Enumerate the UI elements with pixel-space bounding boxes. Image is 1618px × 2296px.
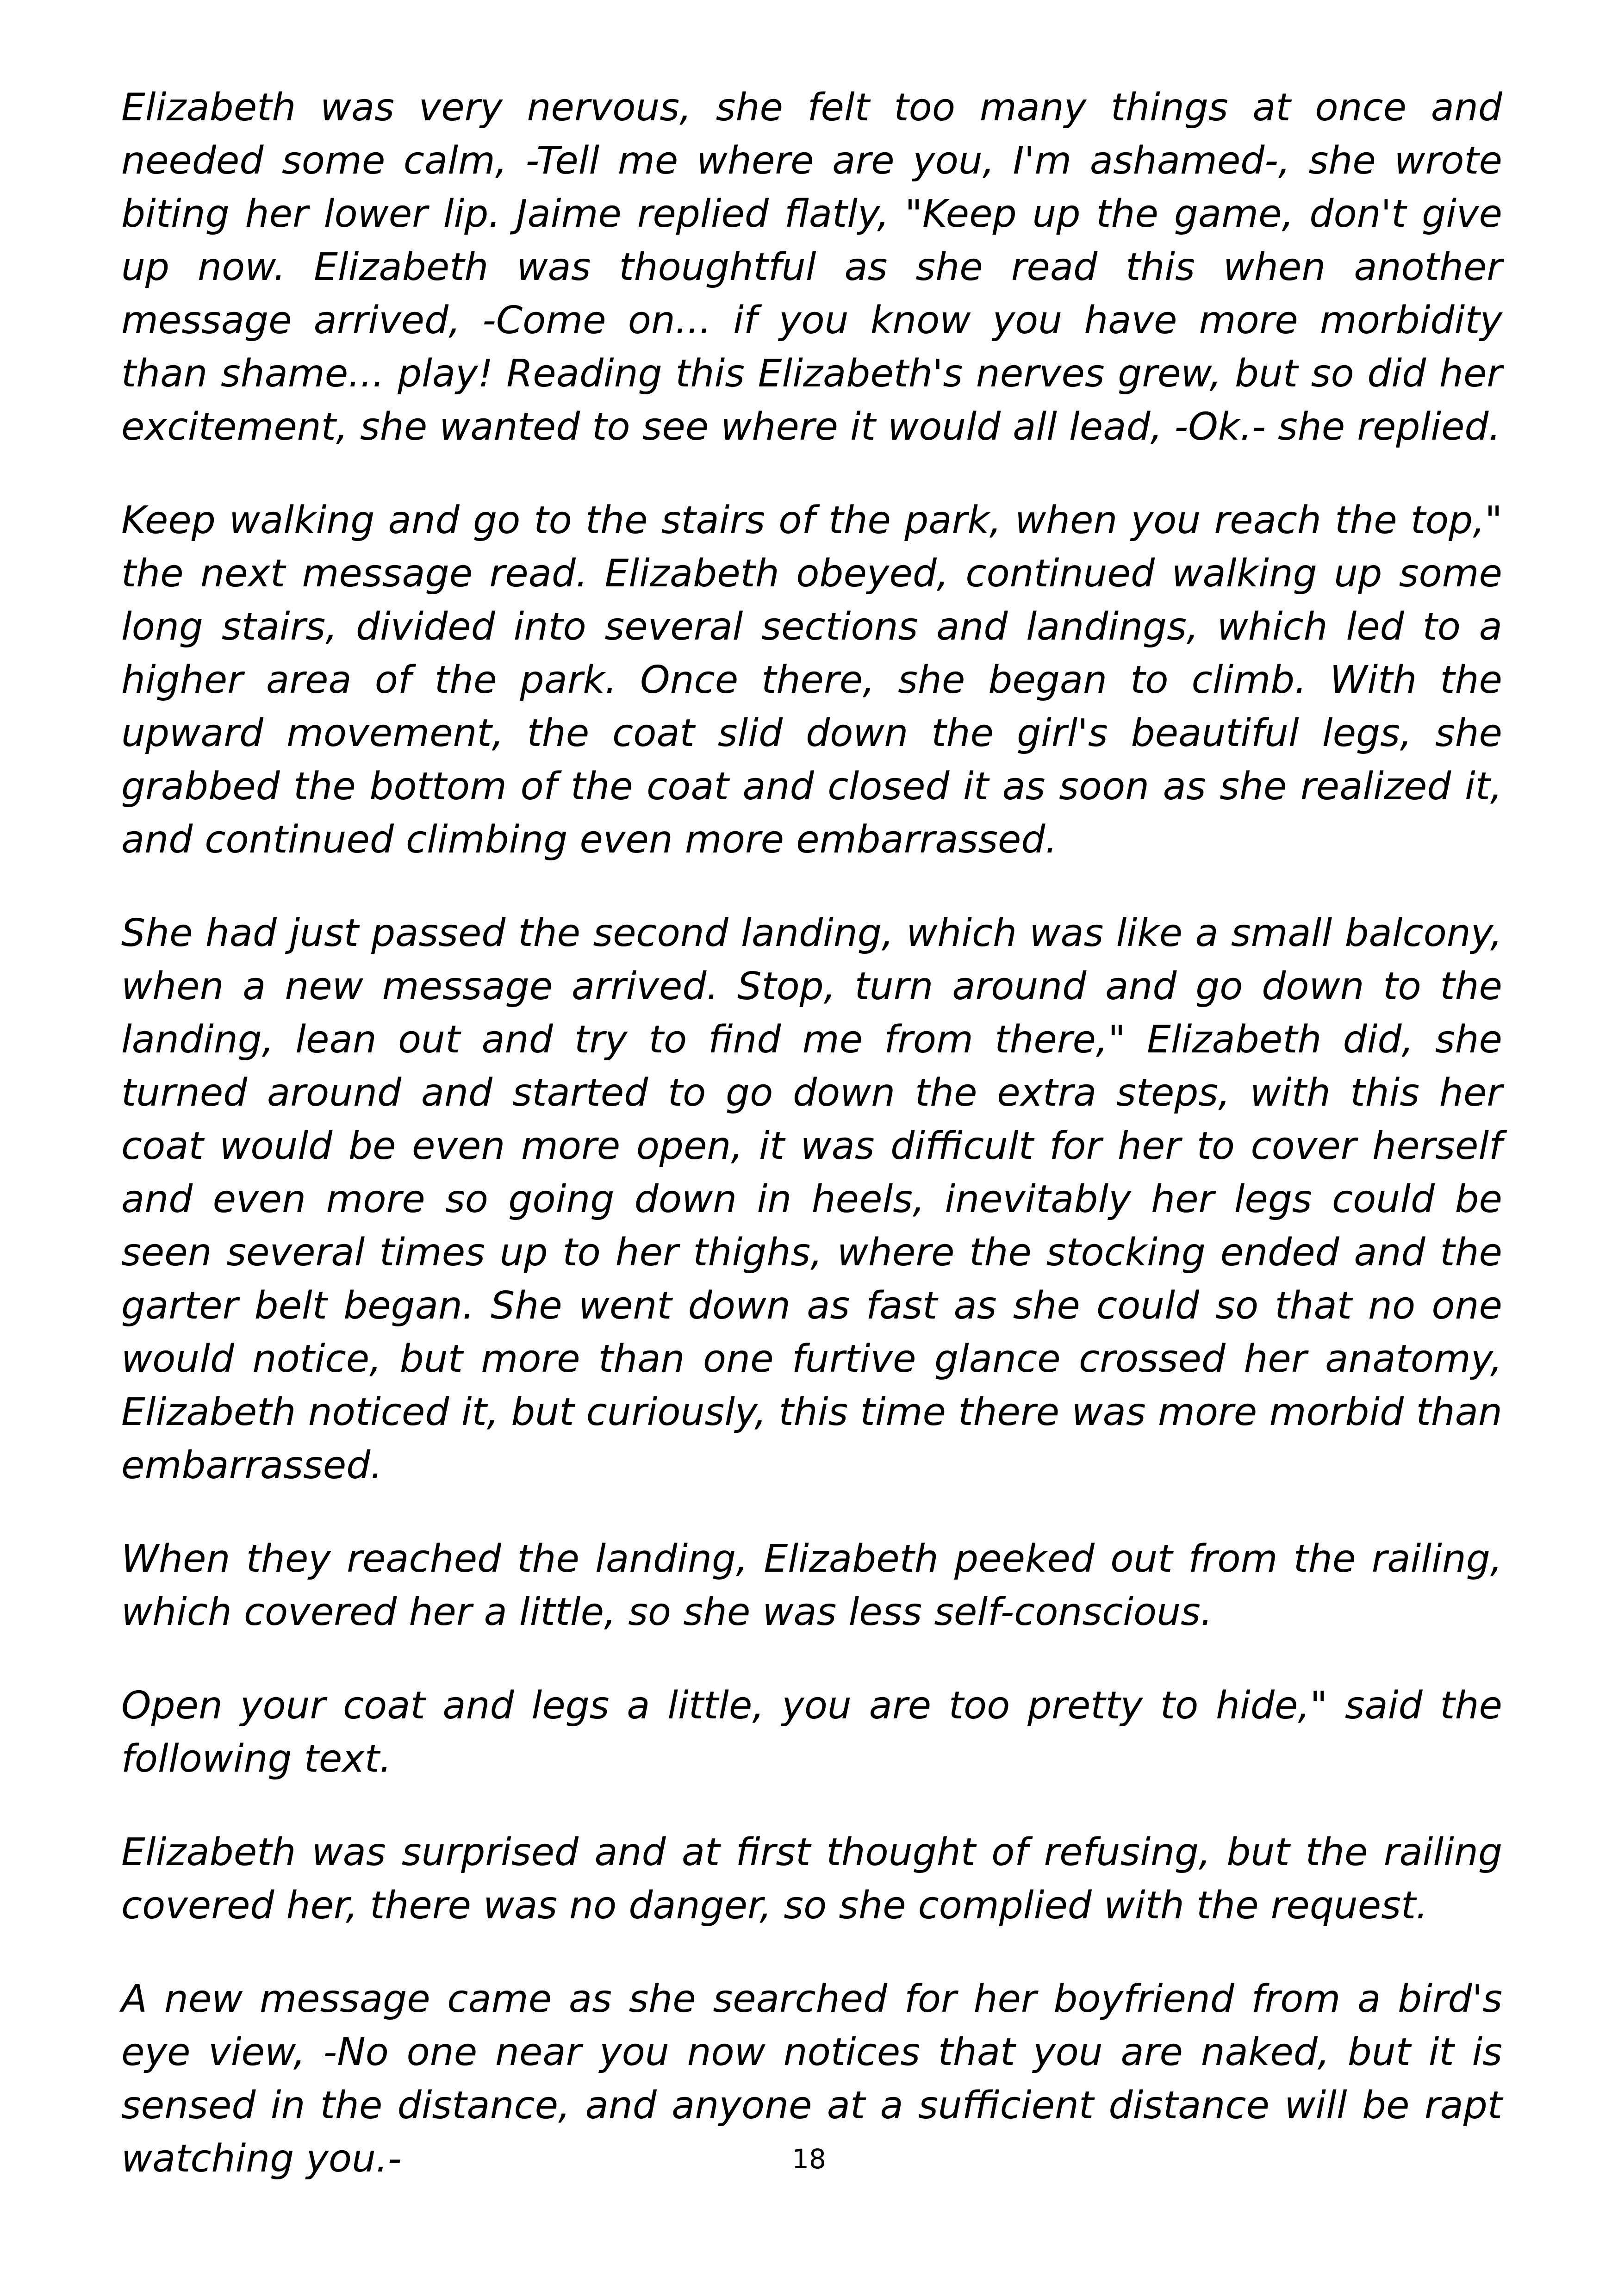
page-number: 18	[792, 2143, 826, 2175]
paragraph-4: When they reached the landing, Elizabeth peeked out from the railing, which covered her a little, so she was less self-conscious.	[121, 1537, 1502, 1634]
page-body	[121, 81, 1502, 2226]
paragraph-2: Keep walking and go to the stairs of the park, when you reach the top," the next message read. Elizabeth obeyed, continued walking up some long stairs, divided into several sections and landings, which led to a higher area of the park. Once there, she began to climb. With the upward movement, the coat slid down the girl's beautiful legs, she grabbed the bottom of the coat and closed it as soon as she realized it, and continued climbing even more embarrassed.	[121, 498, 1502, 862]
paragraph-6: Elizabeth was surprised and at first thought of refusing, but the railing covered her, there was no danger, so she complied with the request.	[121, 1830, 1502, 1928]
paragraph-1: Elizabeth was very nervous, she felt too many things at once and needed some calm, -Tell me where are you, I'm ashamed-, she wrote biting her lower lip. Jaime replied flatly, "Keep up the game, don't give up now. Elizabeth was thoughtful as she read this when another message arrived, -Come on... if you know you have more morbidity than shame... play! Reading this Elizabeth's nerves grew, but so did her excitement, she wanted to see where it would all lead, -Ok.- she replied.	[121, 86, 1502, 449]
paragraph-7: A new message came as she searched for her boyfriend from a bird's eye view, -No one near you now notices that you are naked, but it is sensed in the distance, and anyone at a sufficient distance will be rapt watching you.-	[121, 1977, 1502, 2181]
paragraph-3: She had just passed the second landing, which was like a small balcony, when a new message arrived. Stop, turn around and go down to the landing, lean out and try to find me from there," Elizabeth did, she turned around and started to go down the extra steps, with this her coat would be even more open, it was difficult for her to cover herself and even more so going down in heels, inevitably her legs could be seen several times up to her thighs, where the stocking ended and the garter belt began. She went down as fast as she could so that no one would notice, but more than one furtive glance crossed her anatomy, Elizabeth noticed it, but curiously, this time there was more morbid than embarrassed.	[121, 911, 1502, 1487]
paragraph-5: Open your coat and legs a little, you are too pretty to hide," said the following text.	[121, 1684, 1502, 1781]
